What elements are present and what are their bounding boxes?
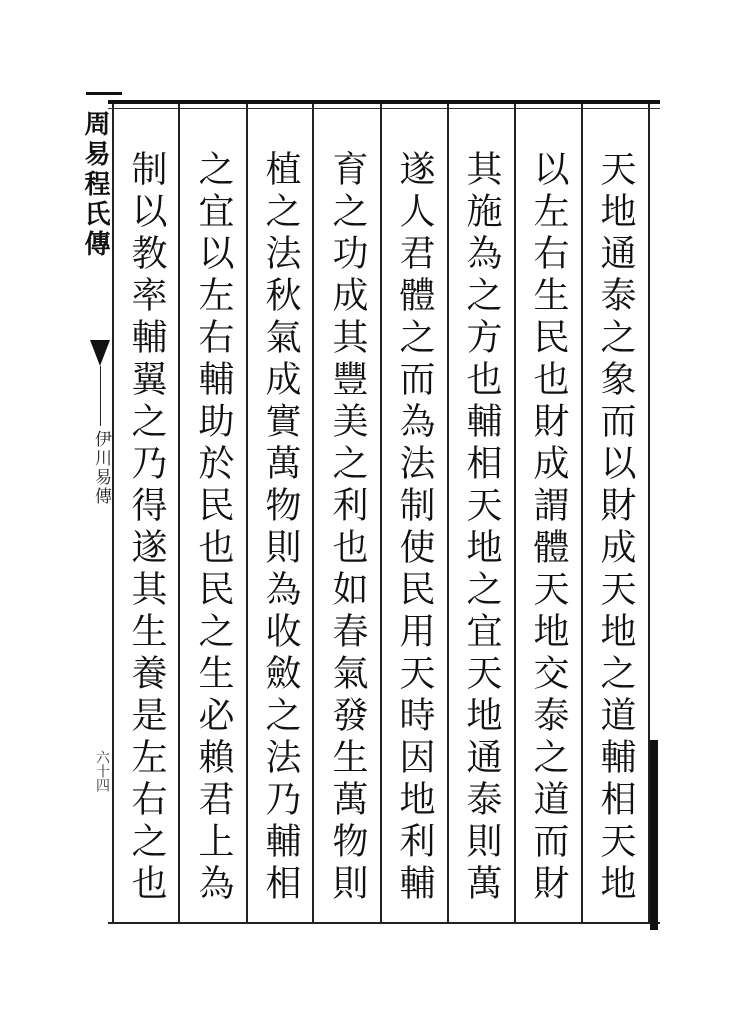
fish-tail-line: [100, 366, 101, 426]
margin-book-name: 伊川易傳: [91, 430, 111, 506]
column-divider: [112, 104, 114, 922]
margin-title: 周易程氏傳: [80, 110, 110, 260]
column-divider: [246, 104, 248, 922]
column-divider: [581, 104, 583, 922]
margin-top-rule: [86, 92, 122, 95]
text-column-5: 育之功成其豐美之利也如春氣發生萬物則: [327, 150, 368, 906]
text-column-6: 植之法秋氣成實萬物則為收斂之法乃輔相: [260, 150, 301, 906]
frame-top-thin-rule: [108, 108, 660, 109]
right-edge-bar: [650, 740, 658, 930]
text-column-2: 以左右生民也財成謂體天地交泰之道而財: [528, 150, 569, 906]
frame-top-rule: [108, 100, 660, 104]
frame-bottom-rule: [108, 922, 660, 924]
column-divider: [514, 104, 516, 922]
column-divider: [447, 104, 449, 922]
text-column-8: 制以教率輔翼之乃得遂其生養是左右之也: [126, 150, 167, 906]
text-column-4: 遂人君體之而為法制使民用天時因地利輔: [394, 150, 435, 906]
margin-page-number: 六十四: [94, 750, 110, 792]
text-column-7: 之宜以左右輔助於民也民之生必賴君上為: [193, 150, 234, 906]
text-column-3: 其施為之方也輔相天地之宜天地通泰則萬: [461, 150, 502, 906]
fish-tail-mark: [90, 340, 110, 366]
column-divider: [380, 104, 382, 922]
column-divider: [312, 104, 314, 922]
text-column-1: 天地通泰之象而以財成天地之道輔相天地: [595, 150, 636, 906]
column-divider: [178, 104, 180, 922]
